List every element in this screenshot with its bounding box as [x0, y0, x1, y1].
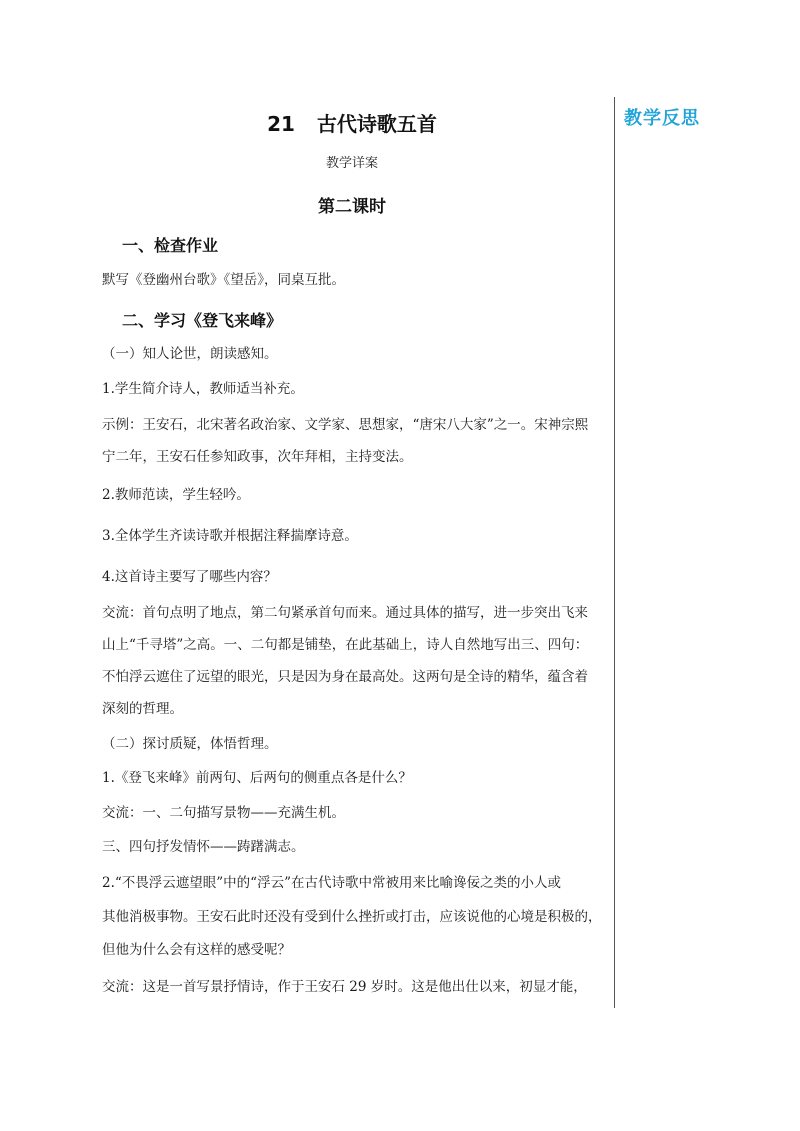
question-2-line-3: 但他为什么会有这样的感受呢？ — [102, 942, 291, 958]
teaching-reflection-heading: 教学反思 — [624, 108, 700, 129]
exchange-1-line-2: 山上“千寻塔”之高。一、二句都是铺垫，在此基础上，诗人自然地写出三、四句： — [102, 637, 589, 653]
exchange-3-line-1: 交流：这是一首写景抒情诗，作于王安石 29 岁时。这是他出仕以来，初显才能， — [102, 979, 587, 995]
paragraph-homework: 默写《登幽州台歌》《望岳》，同桌互批。 — [102, 272, 345, 288]
section-heading-homework-check: 一、检查作业 — [122, 236, 219, 255]
list-item-4: 4.这首诗主要写了哪些内容？ — [102, 569, 277, 585]
question-1: 1.《登飞来峰》前两句、后两句的侧重点各是什么？ — [102, 770, 412, 786]
exchange-2-line-1: 交流：一、二句描写景物——充满生机。 — [102, 805, 345, 821]
lesson-title: 古代诗歌五首 — [316, 112, 437, 136]
exchange-1-line-1: 交流：首句点明了地点，第二句紧承首句而来。通过具体的描写，进一步突出飞来 — [102, 605, 588, 621]
exchange-1-line-3: 不怕浮云遮住了远望的眼光，只是因为身在最高处。这两句是全诗的精华，蕴含着 — [102, 669, 588, 685]
list-item-2: 2.教师范读，学生轻吟。 — [102, 487, 250, 503]
exchange-2-line-2: 三、四句抒发情怀——踌躇满志。 — [102, 839, 305, 855]
page-title — [102, 108, 602, 137]
part-heading-2: （二）探讨质疑，体悟哲理。 — [102, 736, 278, 752]
example-line-2: 宁二年，王安石任参知政事，次年拜相，主持变法。 — [102, 449, 413, 465]
column-divider — [614, 97, 615, 1008]
question-2-line-2: 其他消极事物。王安石此时还没有受到什么挫折或打击，应该说他的心境是积极的， — [102, 909, 602, 925]
exchange-1-line-4: 深刻的哲理。 — [102, 701, 183, 717]
part-heading-1: （一）知人论世，朗读感知。 — [102, 346, 278, 362]
lesson-number: 21 — [267, 112, 295, 136]
example-line-1: 示例：王安石，北宋著名政治家、文学家、思想家，“唐宋八大家”之一。宋神宗熙 — [102, 417, 589, 433]
list-item-1: 1.学生简介诗人，教师适当补充。 — [102, 381, 304, 397]
page-subtitle: 教学详案 — [325, 156, 378, 171]
section-heading-study-poem: 二、学习《登飞来峰》 — [122, 311, 283, 330]
question-2-line-1: 2.“不畏浮云遮望眼”中的“浮云”在古代诗歌中常被用来比喻谗佞之类的小人或 — [102, 875, 561, 891]
list-item-3: 3.全体学生齐读诗歌并根据注释揣摩诗意。 — [102, 528, 358, 544]
lesson-period-heading: 第二课时 — [318, 197, 386, 217]
